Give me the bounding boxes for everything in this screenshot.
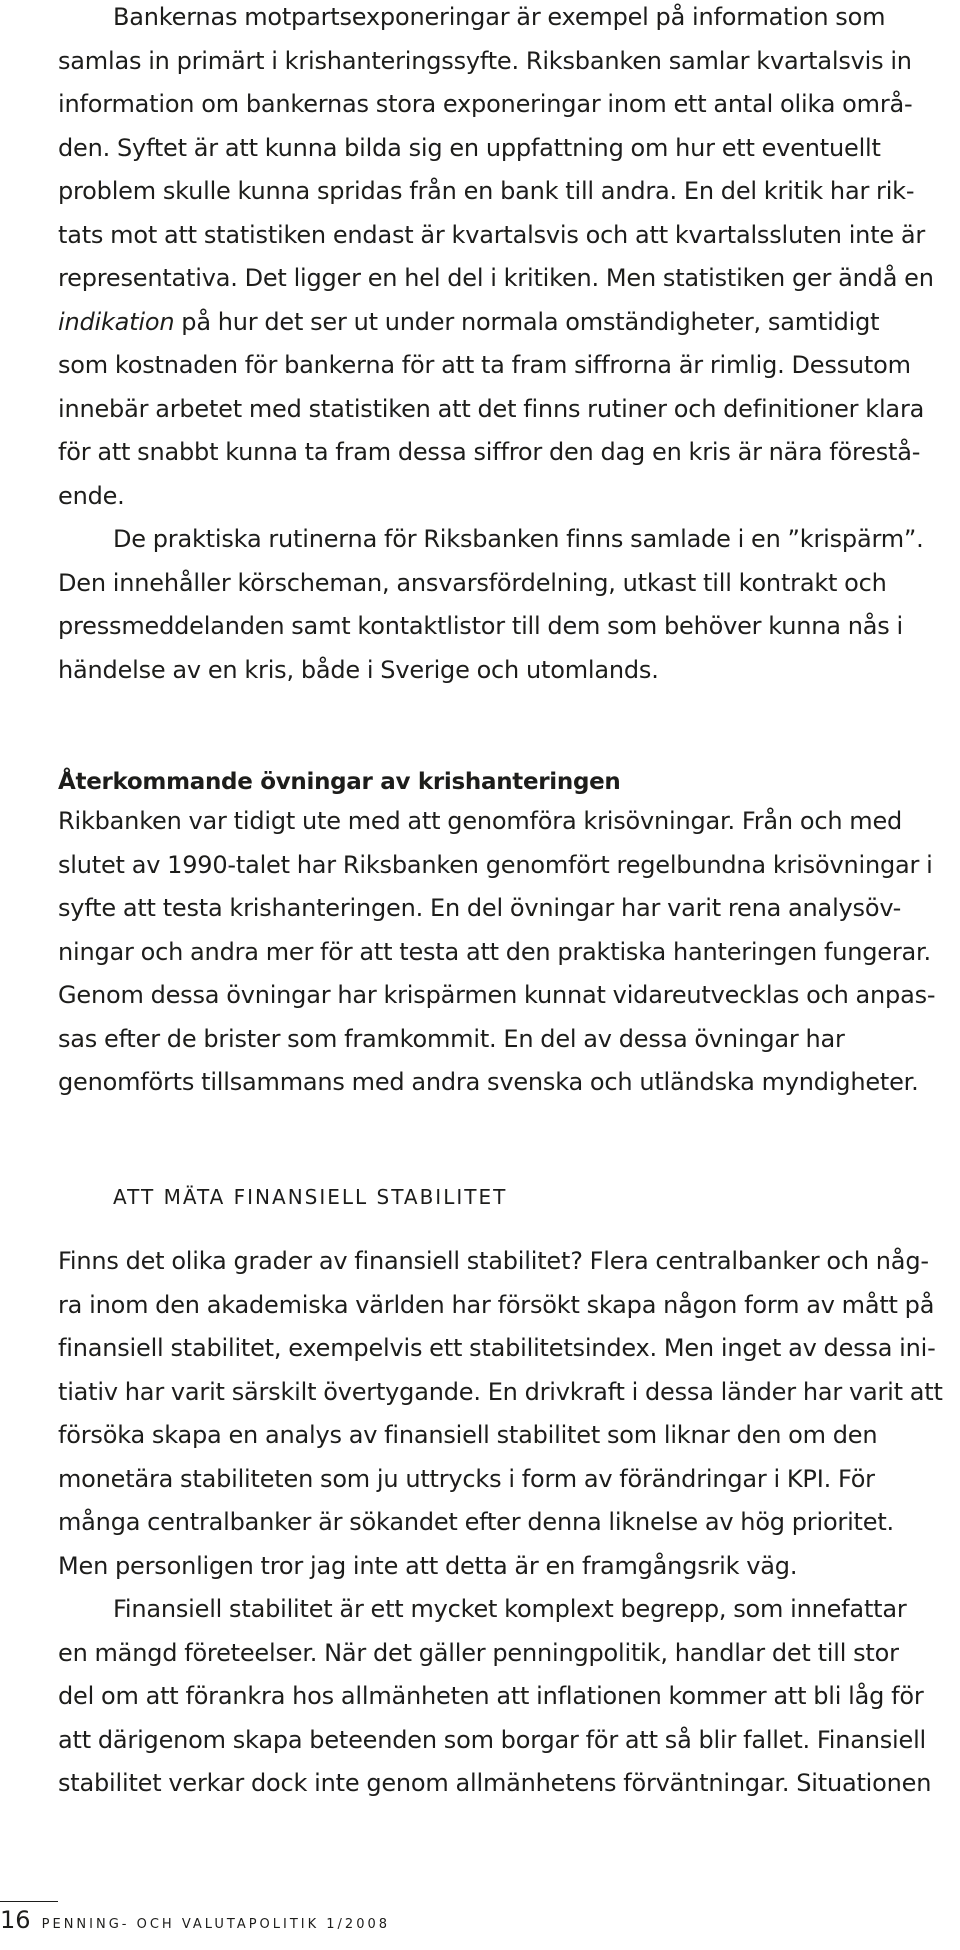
text-line: Finns det olika grader av finansiell stabilitet? Flera centralbanker och någ- — [58, 1247, 929, 1275]
text-fragment: på hur det ser ut under normala omständigheter, samtidigt — [174, 307, 880, 336]
text-line: Rikbanken var tidigt ute med att genomföra krisövningar. Från och med — [58, 807, 903, 835]
text-line: Den innehåller körscheman, ansvarsfördelning, utkast till kontrakt och — [58, 568, 887, 597]
paragraph-measuring-stability — [58, 1240, 948, 1806]
text-line: genomförts tillsammans med andra svenska och utländska myndigheter. — [58, 1068, 919, 1096]
italic-term: indikation — [58, 307, 175, 336]
text-line: Men personligen tror jag inte att detta är en framgångsrik väg. — [58, 1551, 798, 1580]
text-line: problem skulle kunna spridas från en bank till andra. En del kritik har rik- — [58, 177, 915, 205]
paragraph-crisis-exercises — [58, 800, 948, 1105]
text-line: ende. — [58, 481, 125, 510]
text-line: slutet av 1990-talet har Riksbanken genomfört regelbundna krisövningar i — [58, 850, 933, 879]
publication-title: PENNING- OCH VALUTAPOLITIK 1/2008 — [41, 1917, 391, 1932]
text-line: en mängd företeelser. När det gäller penningpolitik, handlar det till stor — [58, 1638, 899, 1667]
page-footer — [0, 1906, 390, 1934]
text-line: del om att förankra hos allmänheten att inflationen kommer att bli låg för — [58, 1682, 924, 1710]
text-line: sas efter de brister som framkommit. En del av dessa övningar har — [58, 1024, 845, 1053]
text-line: innebär arbetet med statistiken att det finns rutiner och definitioner klara — [58, 394, 925, 423]
text-line-with-italic — [58, 301, 948, 345]
text-line: information om bankernas stora exponeringar inom ett antal olika områ- — [58, 90, 913, 118]
text-line: att därigenom skapa beteenden som borgar för att så blir fallet. Finansiell — [58, 1725, 927, 1754]
text-line: den. Syftet är att kunna bilda sig en uppfattning om hur ett eventuellt — [58, 133, 881, 162]
footer-rule — [0, 1901, 58, 1902]
text-line: Bankernas motpartsexponeringar är exempel på information som — [113, 3, 886, 31]
text-line: representativa. Det ligger en hel del i kritiken. Men statistiken ger ändå en — [58, 264, 934, 292]
text-line: som kostnaden för bankerna för att ta fram siffrorna är rimlig. Dessutom — [58, 351, 911, 379]
paragraph-counterparty-exposures — [58, 0, 948, 692]
text-line: pressmeddelanden samt kontaktlistor till dem som behöver kunna nås i — [58, 612, 903, 640]
text-line: ra inom den akademiska världen har försökt skapa någon form av mått på — [58, 1290, 935, 1319]
text-line: stabilitet verkar dock inte genom allmänhetens förväntningar. Situationen — [58, 1769, 932, 1797]
subheading-crisis-exercises: Återkommande övningar av krishanteringen — [58, 769, 621, 795]
text-line: ningar och andra mer för att testa att den praktiska hanteringen fungerar. — [58, 937, 931, 966]
text-line: försöka skapa en analys av finansiell stabilitet som liknar den om den — [58, 1421, 878, 1449]
text-line: tiativ har varit särskilt övertygande. En drivkraft i dessa länder har varit att — [58, 1377, 943, 1406]
text-line: Finansiell stabilitet är ett mycket komplext begrepp, som innefattar — [113, 1595, 907, 1623]
text-line: många centralbanker är sökandet efter denna liknelse av hög prioritet. — [58, 1508, 894, 1536]
text-line: finansiell stabilitet, exempelvis ett stabilitetsindex. Men inget av dessa ini- — [58, 1334, 936, 1362]
text-line: monetära stabiliteten som ju uttrycks i form av förändringar i KPI. För — [58, 1464, 875, 1493]
text-line: syfte att testa krishanteringen. En del övningar har varit rena analysöv- — [58, 894, 902, 922]
text-line: händelse av en kris, både i Sverige och utomlands. — [58, 655, 659, 684]
text-line: Genom dessa övningar har krispärmen kunnat vidareutvecklas och anpas- — [58, 981, 936, 1009]
text-line: för att snabbt kunna ta fram dessa siffror den dag en kris är nära förestå- — [58, 438, 921, 466]
section-title: ATT MÄTA FINANSIELL STABILITET — [113, 1185, 508, 1209]
text-line: De praktiska rutinerna för Riksbanken finns samlade i en ”krispärm”. — [113, 525, 924, 553]
page-number: 16 — [0, 1906, 31, 1934]
text-line: samlas in primärt i krishanteringssyfte. Riksbanken samlar kvartalsvis in — [58, 46, 912, 75]
text-line: tats mot att statistiken endast är kvartalsvis och att kvartalssluten inte är — [58, 220, 926, 249]
